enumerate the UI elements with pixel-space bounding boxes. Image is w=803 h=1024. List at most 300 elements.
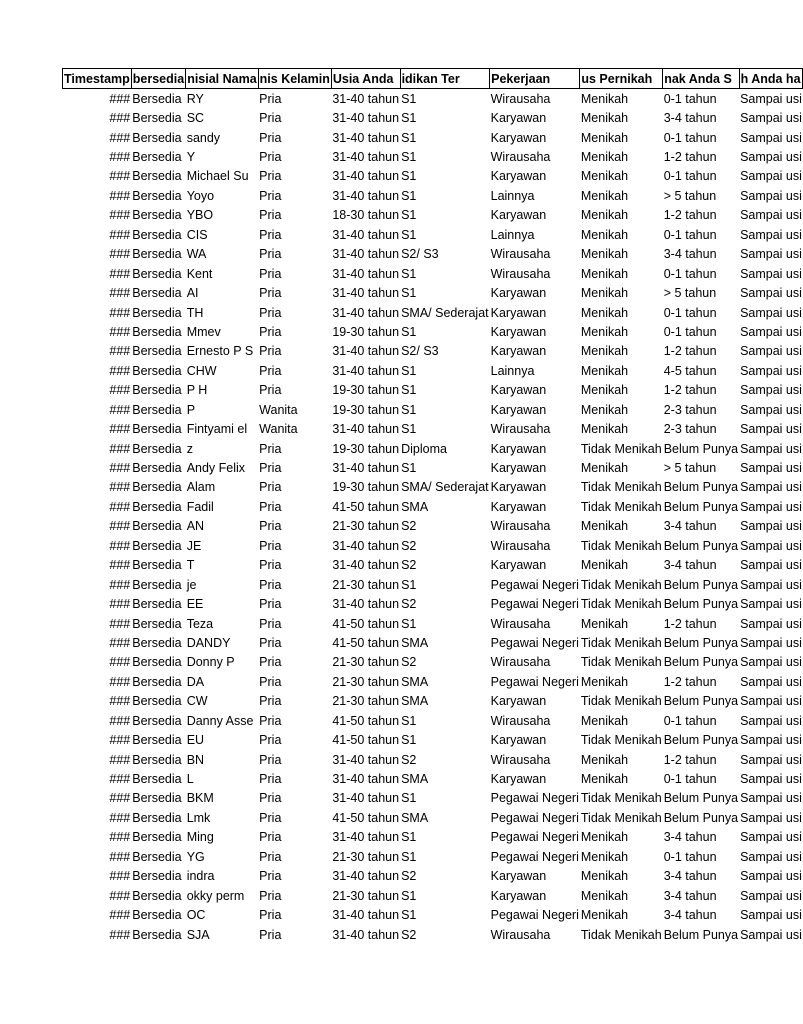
education-cell[interactable]: S1 xyxy=(401,324,417,339)
name-cell[interactable]: z xyxy=(186,441,193,456)
age-cell[interactable]: 31-40 tahun xyxy=(332,908,400,923)
age-cell[interactable]: 31-40 tahun xyxy=(332,461,400,476)
bersedia-cell[interactable]: Bersedia xyxy=(132,247,182,262)
occupation-cell[interactable]: Wirausaha xyxy=(490,538,551,553)
age-cell[interactable]: 31-40 tahun xyxy=(332,830,400,845)
expectation-cell[interactable]: Sampai usi xyxy=(740,635,802,650)
occupation-cell[interactable]: Karyawan xyxy=(490,111,547,126)
children-cell[interactable]: Belum Punya xyxy=(663,694,739,709)
gender-cell[interactable]: Pria xyxy=(259,713,282,728)
marital-cell[interactable]: Menikah xyxy=(580,772,629,787)
education-cell[interactable]: S2 xyxy=(401,519,417,534)
marital-cell[interactable]: Menikah xyxy=(580,908,629,923)
children-cell[interactable]: 1-2 tahun xyxy=(663,616,717,631)
age-cell[interactable]: 31-40 tahun xyxy=(332,188,400,203)
age-cell[interactable]: 31-40 tahun xyxy=(332,247,400,262)
children-cell[interactable]: 0-1 tahun xyxy=(663,324,717,339)
gender-cell[interactable]: Pria xyxy=(259,519,282,534)
gender-cell[interactable]: Pria xyxy=(259,655,282,670)
timestamp-cell[interactable]: ### xyxy=(109,888,131,903)
bersedia-cell[interactable]: Bersedia xyxy=(132,927,182,942)
gender-cell[interactable]: Pria xyxy=(259,927,282,942)
age-cell[interactable]: 21-30 tahun xyxy=(332,519,400,534)
timestamp-cell[interactable]: ### xyxy=(109,247,131,262)
age-cell[interactable]: 31-40 tahun xyxy=(332,150,400,165)
age-cell[interactable]: 21-30 tahun xyxy=(332,577,400,592)
marital-cell[interactable]: Tidak Menikah xyxy=(580,655,662,670)
occupation-cell[interactable]: Karyawan xyxy=(490,461,547,476)
occupation-cell[interactable]: Karyawan xyxy=(490,869,547,884)
timestamp-cell[interactable]: ### xyxy=(109,849,131,864)
bersedia-cell[interactable]: Bersedia xyxy=(132,402,182,417)
education-cell[interactable]: S1 xyxy=(401,616,417,631)
name-cell[interactable]: RY xyxy=(186,91,204,106)
occupation-cell[interactable]: Karyawan xyxy=(490,558,547,573)
expectation-cell[interactable]: Sampai usi xyxy=(740,752,802,767)
bersedia-cell[interactable]: Bersedia xyxy=(132,888,182,903)
age-cell[interactable]: 41-50 tahun xyxy=(332,810,400,825)
occupation-cell[interactable]: Wirausaha xyxy=(490,616,551,631)
occupation-cell[interactable]: Wirausaha xyxy=(490,713,551,728)
name-cell[interactable]: Teza xyxy=(186,616,214,631)
bersedia-cell[interactable]: Bersedia xyxy=(132,694,182,709)
name-cell[interactable]: Ming xyxy=(186,830,214,845)
children-cell[interactable]: > 5 tahun xyxy=(663,286,717,301)
education-cell[interactable]: S1 xyxy=(401,791,417,806)
gender-cell[interactable]: Pria xyxy=(259,772,282,787)
children-cell[interactable]: Belum Punya xyxy=(663,733,739,748)
children-cell[interactable]: Belum Punya xyxy=(663,791,739,806)
gender-cell[interactable]: Pria xyxy=(259,266,282,281)
education-cell[interactable]: SMA/ Sederajat xyxy=(401,305,489,320)
marital-cell[interactable]: Tidak Menikah xyxy=(580,480,662,495)
timestamp-cell[interactable]: ### xyxy=(109,169,131,184)
gender-cell[interactable]: Pria xyxy=(259,635,282,650)
children-cell[interactable]: 0-1 tahun xyxy=(663,772,717,787)
education-cell[interactable]: S1 xyxy=(401,422,417,437)
name-cell[interactable]: BKM xyxy=(186,791,214,806)
timestamp-cell[interactable]: ### xyxy=(109,324,131,339)
gender-cell[interactable]: Pria xyxy=(259,849,282,864)
name-cell[interactable]: okky perm xyxy=(186,888,245,903)
occupation-cell[interactable]: Wirausaha xyxy=(490,519,551,534)
timestamp-cell[interactable]: ### xyxy=(109,772,131,787)
bersedia-cell[interactable]: Bersedia xyxy=(132,597,182,612)
children-cell[interactable]: 0-1 tahun xyxy=(663,713,717,728)
occupation-cell[interactable]: Karyawan xyxy=(490,286,547,301)
education-cell[interactable]: S2 xyxy=(401,655,417,670)
children-cell[interactable]: Belum Punya xyxy=(663,499,739,514)
marital-cell[interactable]: Tidak Menikah xyxy=(580,577,662,592)
children-cell[interactable]: 1-2 tahun xyxy=(663,752,717,767)
children-cell[interactable]: Belum Punya xyxy=(663,655,739,670)
children-cell[interactable]: > 5 tahun xyxy=(663,188,717,203)
education-cell[interactable]: SMA xyxy=(401,810,429,825)
gender-cell[interactable]: Pria xyxy=(259,441,282,456)
marital-cell[interactable]: Menikah xyxy=(580,558,629,573)
expectation-cell[interactable]: Sampai usi xyxy=(740,791,802,806)
occupation-cell[interactable]: Wirausaha xyxy=(490,266,551,281)
marital-cell[interactable]: Tidak Menikah xyxy=(580,733,662,748)
marital-cell[interactable]: Tidak Menikah xyxy=(580,538,662,553)
name-cell[interactable]: P xyxy=(186,402,196,417)
expectation-cell[interactable]: Sampai usi xyxy=(740,538,802,553)
expectation-cell[interactable]: Sampai usi xyxy=(740,266,802,281)
marital-cell[interactable]: Menikah xyxy=(580,111,629,126)
timestamp-cell[interactable]: ### xyxy=(109,227,131,242)
marital-cell[interactable]: Menikah xyxy=(580,830,629,845)
children-cell[interactable]: Belum Punya xyxy=(663,927,739,942)
expectation-cell[interactable]: Sampai usi xyxy=(740,830,802,845)
occupation-cell[interactable]: Karyawan xyxy=(490,305,547,320)
marital-cell[interactable]: Menikah xyxy=(580,383,629,398)
children-cell[interactable]: Belum Punya xyxy=(663,810,739,825)
marital-cell[interactable]: Menikah xyxy=(580,324,629,339)
gender-cell[interactable]: Pria xyxy=(259,383,282,398)
education-cell[interactable]: S1 xyxy=(401,208,417,223)
education-cell[interactable]: SMA xyxy=(401,674,429,689)
age-cell[interactable]: 31-40 tahun xyxy=(332,538,400,553)
bersedia-cell[interactable]: Bersedia xyxy=(132,577,182,592)
bersedia-cell[interactable]: Bersedia xyxy=(132,772,182,787)
expectation-cell[interactable]: Sampai usi xyxy=(740,655,802,670)
age-cell[interactable]: 41-50 tahun xyxy=(332,499,400,514)
education-cell[interactable]: S2 xyxy=(401,927,417,942)
bersedia-cell[interactable]: Bersedia xyxy=(132,169,182,184)
gender-cell[interactable]: Pria xyxy=(259,752,282,767)
education-cell[interactable]: S1 xyxy=(401,130,417,145)
timestamp-cell[interactable]: ### xyxy=(109,519,131,534)
expectation-cell[interactable]: Sampai usi xyxy=(740,908,802,923)
name-cell[interactable]: Y xyxy=(186,150,196,165)
expectation-cell[interactable]: Sampai usi xyxy=(740,772,802,787)
expectation-cell[interactable]: Sampai usi xyxy=(740,810,802,825)
name-cell[interactable]: DANDY xyxy=(186,635,231,650)
name-cell[interactable]: Andy Felix xyxy=(186,461,246,476)
gender-cell[interactable]: Pria xyxy=(259,150,282,165)
marital-cell[interactable]: Menikah xyxy=(580,169,629,184)
marital-cell[interactable]: Tidak Menikah xyxy=(580,441,662,456)
occupation-cell[interactable]: Pegawai Negeri xyxy=(490,830,579,845)
marital-cell[interactable]: Tidak Menikah xyxy=(580,927,662,942)
occupation-cell[interactable]: Karyawan xyxy=(490,383,547,398)
expectation-cell[interactable]: Sampai usi xyxy=(740,227,802,242)
timestamp-cell[interactable]: ### xyxy=(109,402,131,417)
expectation-cell[interactable]: Sampai usi xyxy=(740,713,802,728)
expectation-cell[interactable]: Sampai usi xyxy=(740,733,802,748)
timestamp-cell[interactable]: ### xyxy=(109,733,131,748)
age-cell[interactable]: 41-50 tahun xyxy=(332,616,400,631)
gender-cell[interactable]: Pria xyxy=(259,344,282,359)
expectation-cell[interactable]: Sampai usi xyxy=(740,422,802,437)
bersedia-cell[interactable]: Bersedia xyxy=(132,441,182,456)
education-cell[interactable]: S2/ S3 xyxy=(401,344,439,359)
bersedia-cell[interactable]: Bersedia xyxy=(132,461,182,476)
bersedia-cell[interactable]: Bersedia xyxy=(132,558,182,573)
expectation-cell[interactable]: Sampai usi xyxy=(740,461,802,476)
gender-cell[interactable]: Pria xyxy=(259,363,282,378)
occupation-cell[interactable]: Karyawan xyxy=(490,499,547,514)
expectation-cell[interactable]: Sampai usi xyxy=(740,558,802,573)
timestamp-cell[interactable]: ### xyxy=(109,91,131,106)
timestamp-cell[interactable]: ### xyxy=(109,130,131,145)
children-cell[interactable]: 3-4 tahun xyxy=(663,888,717,903)
bersedia-cell[interactable]: Bersedia xyxy=(132,849,182,864)
gender-cell[interactable]: Wanita xyxy=(259,422,298,437)
education-cell[interactable]: S2/ S3 xyxy=(401,247,439,262)
children-cell[interactable]: 3-4 tahun xyxy=(663,869,717,884)
marital-cell[interactable]: Tidak Menikah xyxy=(580,791,662,806)
marital-cell[interactable]: Menikah xyxy=(580,305,629,320)
bersedia-cell[interactable]: Bersedia xyxy=(132,810,182,825)
name-cell[interactable]: Donny P xyxy=(186,655,235,670)
marital-cell[interactable]: Menikah xyxy=(580,888,629,903)
header-anak[interactable]: nak Anda S xyxy=(663,69,739,89)
occupation-cell[interactable]: Lainnya xyxy=(490,188,535,203)
gender-cell[interactable]: Pria xyxy=(259,597,282,612)
marital-cell[interactable]: Menikah xyxy=(580,363,629,378)
occupation-cell[interactable]: Wirausaha xyxy=(490,752,551,767)
gender-cell[interactable]: Pria xyxy=(259,577,282,592)
expectation-cell[interactable]: Sampai usi xyxy=(740,286,802,301)
children-cell[interactable]: 3-4 tahun xyxy=(663,247,717,262)
age-cell[interactable]: 31-40 tahun xyxy=(332,344,400,359)
marital-cell[interactable]: Menikah xyxy=(580,247,629,262)
bersedia-cell[interactable]: Bersedia xyxy=(132,538,182,553)
education-cell[interactable]: S1 xyxy=(401,713,417,728)
timestamp-cell[interactable]: ### xyxy=(109,188,131,203)
age-cell[interactable]: 31-40 tahun xyxy=(332,111,400,126)
education-cell[interactable]: S1 xyxy=(401,733,417,748)
timestamp-cell[interactable]: ### xyxy=(109,499,131,514)
occupation-cell[interactable]: Pegawai Negeri xyxy=(490,674,579,689)
marital-cell[interactable]: Menikah xyxy=(580,208,629,223)
occupation-cell[interactable]: Wirausaha xyxy=(490,150,551,165)
bersedia-cell[interactable]: Bersedia xyxy=(132,635,182,650)
children-cell[interactable]: > 5 tahun xyxy=(663,461,717,476)
expectation-cell[interactable]: Sampai usi xyxy=(740,480,802,495)
education-cell[interactable]: S2 xyxy=(401,538,417,553)
timestamp-cell[interactable]: ### xyxy=(109,461,131,476)
name-cell[interactable]: je xyxy=(186,577,197,592)
children-cell[interactable]: 1-2 tahun xyxy=(663,208,717,223)
age-cell[interactable]: 31-40 tahun xyxy=(332,791,400,806)
children-cell[interactable]: 0-1 tahun xyxy=(663,849,717,864)
header-timestamp[interactable]: Timestamp xyxy=(63,69,132,89)
marital-cell[interactable]: Tidak Menikah xyxy=(580,694,662,709)
timestamp-cell[interactable]: ### xyxy=(109,616,131,631)
age-cell[interactable]: 21-30 tahun xyxy=(332,849,400,864)
occupation-cell[interactable]: Wirausaha xyxy=(490,91,551,106)
timestamp-cell[interactable]: ### xyxy=(109,538,131,553)
children-cell[interactable]: 0-1 tahun xyxy=(663,169,717,184)
name-cell[interactable]: SC xyxy=(186,111,205,126)
gender-cell[interactable]: Pria xyxy=(259,869,282,884)
expectation-cell[interactable]: Sampai usi xyxy=(740,694,802,709)
timestamp-cell[interactable]: ### xyxy=(109,286,131,301)
occupation-cell[interactable]: Wirausaha xyxy=(490,247,551,262)
name-cell[interactable]: AI xyxy=(186,286,199,301)
timestamp-cell[interactable]: ### xyxy=(109,908,131,923)
name-cell[interactable]: BN xyxy=(186,752,205,767)
children-cell[interactable]: 1-2 tahun xyxy=(663,383,717,398)
expectation-cell[interactable]: Sampai usi xyxy=(740,169,802,184)
name-cell[interactable]: JE xyxy=(186,538,202,553)
children-cell[interactable]: 3-4 tahun xyxy=(663,519,717,534)
expectation-cell[interactable]: Sampai usi xyxy=(740,674,802,689)
name-cell[interactable]: L xyxy=(186,772,194,787)
occupation-cell[interactable]: Pegawai Negeri xyxy=(490,635,579,650)
marital-cell[interactable]: Menikah xyxy=(580,422,629,437)
children-cell[interactable]: Belum Punya xyxy=(663,538,739,553)
expectation-cell[interactable]: Sampai usi xyxy=(740,927,802,942)
name-cell[interactable]: T xyxy=(186,558,195,573)
marital-cell[interactable]: Menikah xyxy=(580,91,629,106)
age-cell[interactable]: 41-50 tahun xyxy=(332,713,400,728)
children-cell[interactable]: 3-4 tahun xyxy=(663,908,717,923)
expectation-cell[interactable]: Sampai usi xyxy=(740,402,802,417)
age-cell[interactable]: 21-30 tahun xyxy=(332,674,400,689)
age-cell[interactable]: 41-50 tahun xyxy=(332,635,400,650)
education-cell[interactable]: S1 xyxy=(401,461,417,476)
education-cell[interactable]: S2 xyxy=(401,558,417,573)
name-cell[interactable]: CW xyxy=(186,694,208,709)
occupation-cell[interactable]: Lainnya xyxy=(490,363,535,378)
timestamp-cell[interactable]: ### xyxy=(109,383,131,398)
age-cell[interactable]: 31-40 tahun xyxy=(332,869,400,884)
expectation-cell[interactable]: Sampai usi xyxy=(740,324,802,339)
education-cell[interactable]: SMA xyxy=(401,499,429,514)
age-cell[interactable]: 31-40 tahun xyxy=(332,286,400,301)
marital-cell[interactable]: Menikah xyxy=(580,616,629,631)
name-cell[interactable]: Lmk xyxy=(186,810,211,825)
children-cell[interactable]: 4-5 tahun xyxy=(663,363,717,378)
education-cell[interactable]: S1 xyxy=(401,286,417,301)
bersedia-cell[interactable]: Bersedia xyxy=(132,305,182,320)
occupation-cell[interactable]: Karyawan xyxy=(490,208,547,223)
education-cell[interactable]: S1 xyxy=(401,402,417,417)
gender-cell[interactable]: Pria xyxy=(259,286,282,301)
gender-cell[interactable]: Wanita xyxy=(259,402,298,417)
bersedia-cell[interactable]: Bersedia xyxy=(132,519,182,534)
occupation-cell[interactable]: Wirausaha xyxy=(490,927,551,942)
bersedia-cell[interactable]: Bersedia xyxy=(132,130,182,145)
bersedia-cell[interactable]: Bersedia xyxy=(132,752,182,767)
children-cell[interactable]: 1-2 tahun xyxy=(663,150,717,165)
bersedia-cell[interactable]: Bersedia xyxy=(132,91,182,106)
expectation-cell[interactable]: Sampai usi xyxy=(740,519,802,534)
age-cell[interactable]: 31-40 tahun xyxy=(332,752,400,767)
education-cell[interactable]: S1 xyxy=(401,188,417,203)
bersedia-cell[interactable]: Bersedia xyxy=(132,480,182,495)
bersedia-cell[interactable]: Bersedia xyxy=(132,286,182,301)
name-cell[interactable]: Michael Su xyxy=(186,169,249,184)
header-jenis-kelamin[interactable]: nis Kelamin xyxy=(258,69,331,89)
marital-cell[interactable]: Menikah xyxy=(580,344,629,359)
header-inisial-nama[interactable]: nisial Nama xyxy=(186,69,258,89)
children-cell[interactable]: 1-2 tahun xyxy=(663,674,717,689)
age-cell[interactable]: 31-40 tahun xyxy=(332,227,400,242)
bersedia-cell[interactable]: Bersedia xyxy=(132,830,182,845)
expectation-cell[interactable]: Sampai usi xyxy=(740,344,802,359)
children-cell[interactable]: 0-1 tahun xyxy=(663,130,717,145)
children-cell[interactable]: 0-1 tahun xyxy=(663,266,717,281)
expectation-cell[interactable]: Sampai usi xyxy=(740,441,802,456)
timestamp-cell[interactable]: ### xyxy=(109,344,131,359)
expectation-cell[interactable]: Sampai usi xyxy=(740,888,802,903)
timestamp-cell[interactable]: ### xyxy=(109,208,131,223)
timestamp-cell[interactable]: ### xyxy=(109,830,131,845)
bersedia-cell[interactable]: Bersedia xyxy=(132,733,182,748)
age-cell[interactable]: 31-40 tahun xyxy=(332,597,400,612)
gender-cell[interactable]: Pria xyxy=(259,208,282,223)
marital-cell[interactable]: Tidak Menikah xyxy=(580,597,662,612)
header-pekerjaan[interactable]: Pekerjaan xyxy=(490,69,580,89)
gender-cell[interactable]: Pria xyxy=(259,810,282,825)
bersedia-cell[interactable]: Bersedia xyxy=(132,655,182,670)
occupation-cell[interactable]: Pegawai Negeri xyxy=(490,577,579,592)
occupation-cell[interactable]: Karyawan xyxy=(490,888,547,903)
name-cell[interactable]: Yoyo xyxy=(186,188,215,203)
name-cell[interactable]: WA xyxy=(186,247,207,262)
header-usia[interactable]: Usia Anda xyxy=(331,69,400,89)
timestamp-cell[interactable]: ### xyxy=(109,363,131,378)
expectation-cell[interactable]: Sampai usi xyxy=(740,383,802,398)
timestamp-cell[interactable]: ### xyxy=(109,694,131,709)
children-cell[interactable]: Belum Punya xyxy=(663,597,739,612)
header-bersedia[interactable]: bersedia xyxy=(131,69,185,89)
bersedia-cell[interactable]: Bersedia xyxy=(132,499,182,514)
education-cell[interactable]: S1 xyxy=(401,888,417,903)
expectation-cell[interactable]: Sampai usi xyxy=(740,305,802,320)
gender-cell[interactable]: Pria xyxy=(259,130,282,145)
timestamp-cell[interactable]: ### xyxy=(109,480,131,495)
expectation-cell[interactable]: Sampai usi xyxy=(740,150,802,165)
education-cell[interactable]: SMA xyxy=(401,635,429,650)
expectation-cell[interactable]: Sampai usi xyxy=(740,616,802,631)
name-cell[interactable]: Kent xyxy=(186,266,213,281)
bersedia-cell[interactable]: Bersedia xyxy=(132,383,182,398)
education-cell[interactable]: S1 xyxy=(401,266,417,281)
children-cell[interactable]: 1-2 tahun xyxy=(663,344,717,359)
bersedia-cell[interactable]: Bersedia xyxy=(132,188,182,203)
name-cell[interactable]: EU xyxy=(186,733,205,748)
bersedia-cell[interactable]: Bersedia xyxy=(132,227,182,242)
bersedia-cell[interactable]: Bersedia xyxy=(132,208,182,223)
bersedia-cell[interactable]: Bersedia xyxy=(132,111,182,126)
children-cell[interactable]: 0-1 tahun xyxy=(663,91,717,106)
header-pendidikan[interactable]: idikan Ter xyxy=(400,69,490,89)
children-cell[interactable]: 2-3 tahun xyxy=(663,402,717,417)
marital-cell[interactable]: Menikah xyxy=(580,227,629,242)
timestamp-cell[interactable]: ### xyxy=(109,266,131,281)
marital-cell[interactable]: Menikah xyxy=(580,150,629,165)
gender-cell[interactable]: Pria xyxy=(259,461,282,476)
timestamp-cell[interactable]: ### xyxy=(109,791,131,806)
name-cell[interactable]: CIS xyxy=(186,227,208,242)
marital-cell[interactable]: Menikah xyxy=(580,286,629,301)
occupation-cell[interactable]: Karyawan xyxy=(490,441,547,456)
name-cell[interactable]: Fintyami el xyxy=(186,422,248,437)
age-cell[interactable]: 31-40 tahun xyxy=(332,927,400,942)
name-cell[interactable]: SJA xyxy=(186,927,210,942)
expectation-cell[interactable]: Sampai usi xyxy=(740,577,802,592)
timestamp-cell[interactable]: ### xyxy=(109,752,131,767)
age-cell[interactable]: 19-30 tahun xyxy=(332,324,400,339)
gender-cell[interactable]: Pria xyxy=(259,674,282,689)
timestamp-cell[interactable]: ### xyxy=(109,597,131,612)
occupation-cell[interactable]: Karyawan xyxy=(490,169,547,184)
